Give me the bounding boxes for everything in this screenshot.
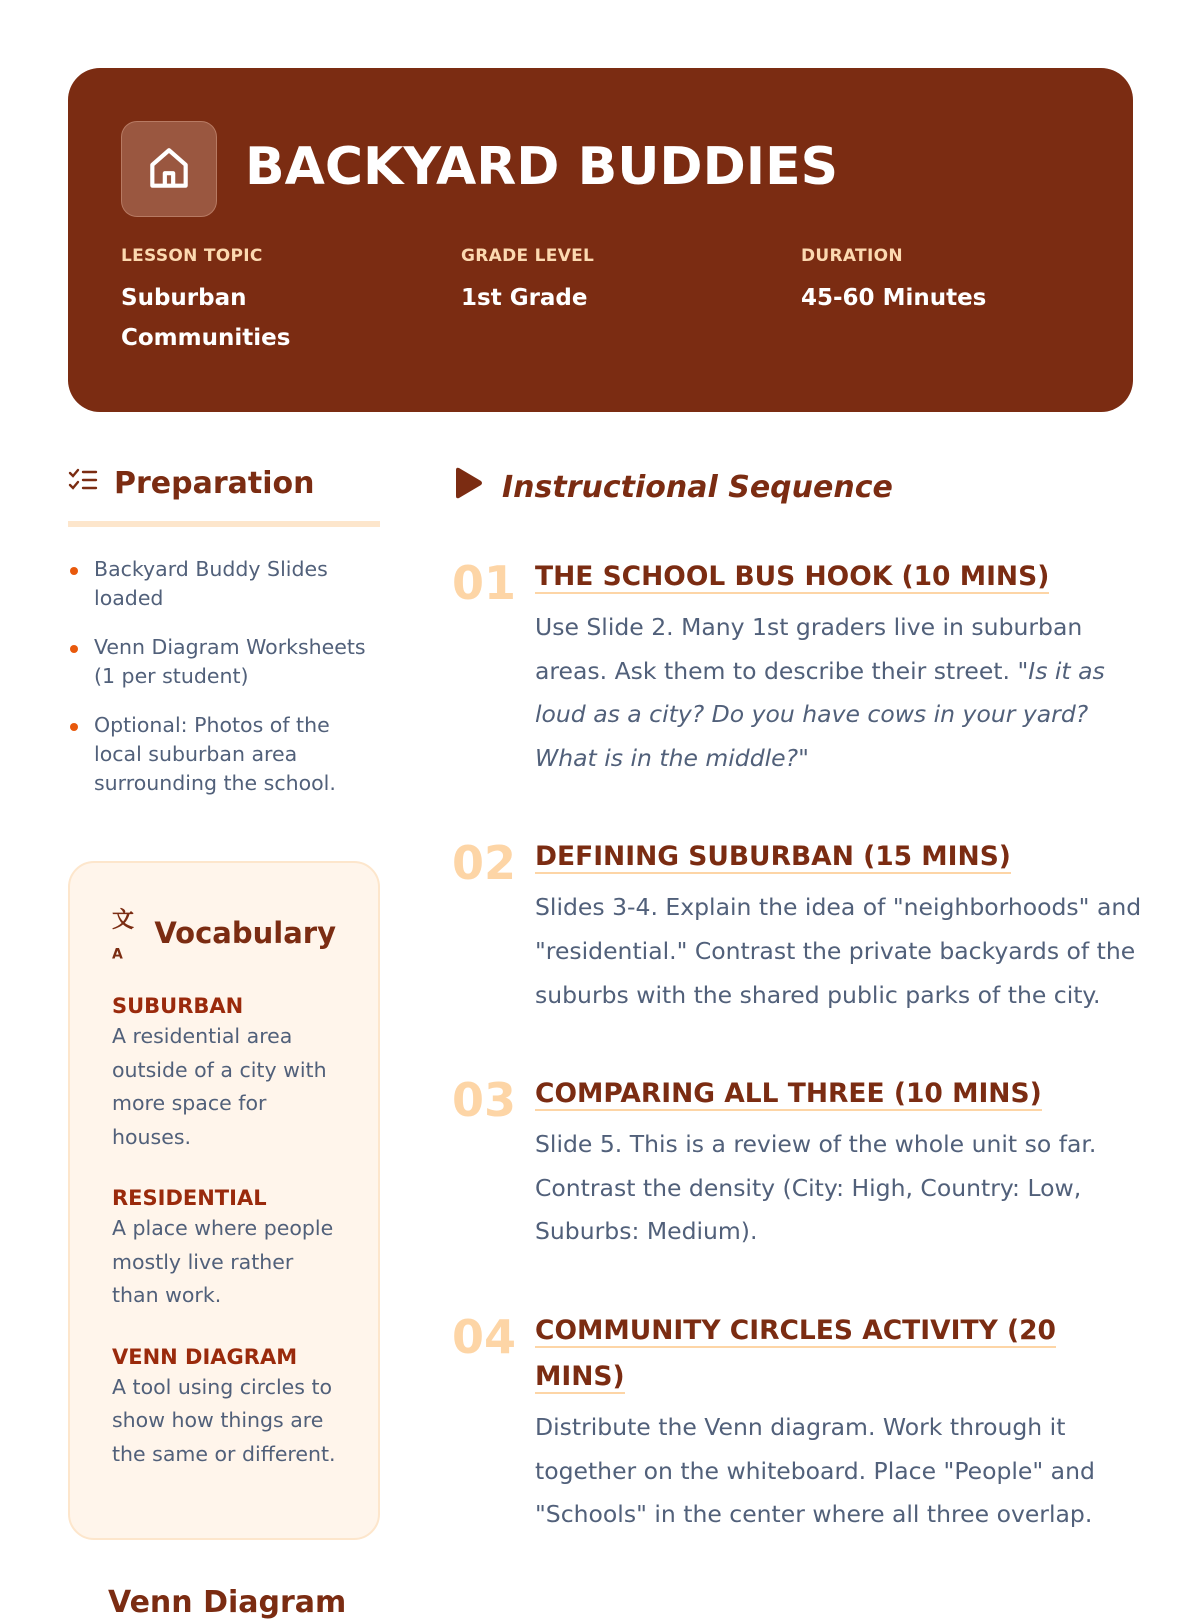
step-number: 01: [452, 556, 517, 610]
preparation-section: [68, 466, 380, 818]
step-quote: "Is it as loud as a city? Do you have cows in your yard? What is in the middle?": [535, 656, 1105, 772]
step-number: 04: [452, 1309, 517, 1364]
vocab-definition: A residential area outside of a city with more space for houses.: [112, 1024, 327, 1149]
vocab-term: SUBURBAN: [112, 994, 244, 1019]
step-title: THE SCHOOL BUS HOOK (10 MINS): [535, 561, 1050, 592]
meta-value: Suburban Communities: [121, 285, 291, 351]
sequence-step: [452, 1308, 1142, 1537]
checklist-icon: [68, 466, 98, 501]
preparation-title: Preparation: [114, 466, 315, 501]
step-body: Slide 5. This is a review of the whole unit so far. Contrast the density (City: High, Country: Low, Suburbs: Medium).: [535, 1130, 1097, 1246]
step-title: DEFINING SUBURBAN (15 MINS): [535, 841, 1011, 873]
sequence-step: [452, 1071, 1142, 1254]
meta-value: 1st Grade: [461, 285, 588, 311]
step-number: 02: [452, 836, 517, 891]
step-body: Distribute the Venn diagram. Work through it together on the whiteboard. Place "People" and "Schools" in the center where all three overlap.: [535, 1412, 1095, 1529]
play-icon: [452, 466, 484, 508]
vocabulary-title: Vocabulary: [154, 915, 336, 950]
vocabulary-card: [68, 861, 380, 1540]
vocab-term: VENN DIAGRAM: [112, 1344, 298, 1369]
venn-diagram-heading: Venn Diagram: [108, 1585, 347, 1620]
meta-topic: [121, 246, 421, 358]
meta-grade: [461, 246, 761, 318]
lesson-title: BACKYARD BUDDIES: [245, 137, 839, 197]
divider: [68, 521, 380, 527]
list-item: Optional: Photos of the local suburban area surrounding the school.: [68, 711, 380, 798]
step-title: COMMUNITY CIRCLES ACTIVITY (20 MINS): [535, 1314, 1056, 1392]
home-icon: [121, 121, 217, 217]
sequence-step: [452, 554, 1142, 780]
meta-duration: [801, 246, 1101, 318]
lesson-header: [68, 68, 1133, 412]
vocab-definition: A place where people mostly live rather than work.: [112, 1216, 334, 1308]
sequence-section: [452, 466, 1142, 1537]
translate-icon: 文$_A$: [112, 908, 135, 963]
step-body: Slides 3-4. Explain the idea of "neighborhoods" and "residential." Contrast the private backyards of the suburbs with the shared public parks of the city.: [535, 893, 1142, 1009]
vocab-term: RESIDENTIAL: [112, 1186, 267, 1211]
list-item: Backyard Buddy Slides loaded: [68, 555, 380, 613]
step-title: COMPARING ALL THREE (10 MINS): [535, 1078, 1042, 1110]
meta-label: GRADE LEVEL: [461, 246, 595, 266]
step-number: 03: [452, 1073, 517, 1128]
step-body: Use Slide 2. Many 1st graders live in suburban areas. Ask them to describe their street.: [535, 613, 1083, 685]
list-item: Venn Diagram Worksheets (1 per student): [68, 633, 380, 691]
preparation-list: [68, 555, 380, 798]
meta-label: DURATION: [801, 246, 903, 266]
meta-label: LESSON TOPIC: [121, 246, 263, 266]
sequence-step: [452, 834, 1142, 1017]
sequence-title: Instructional Sequence: [502, 469, 893, 505]
meta-value: 45-60 Minutes: [801, 285, 987, 311]
vocab-definition: A tool using circles to show how things are the same or different.: [112, 1374, 336, 1466]
